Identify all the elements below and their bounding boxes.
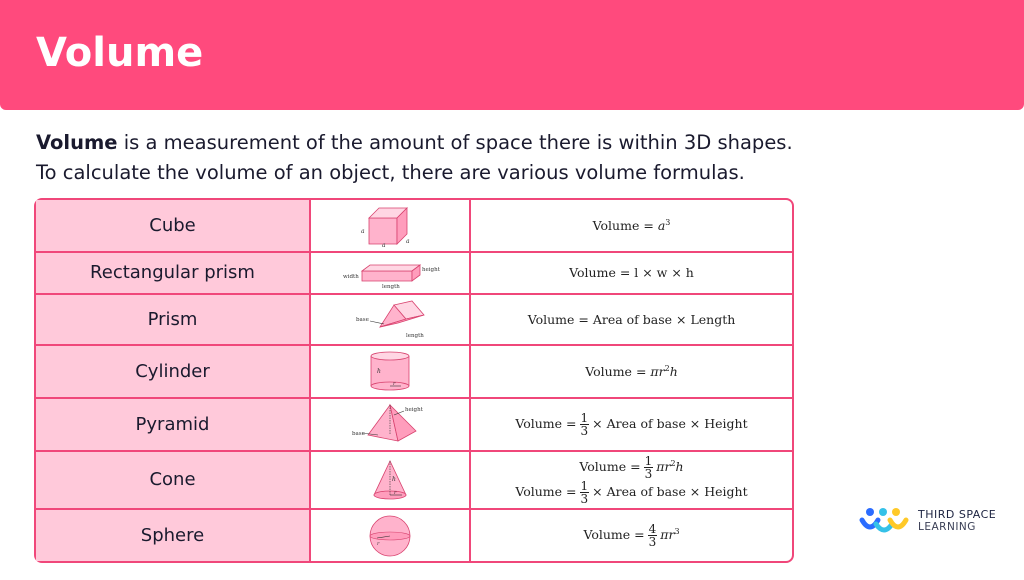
cube-label: a — [406, 238, 410, 246]
logo-line2: LEARNING — [918, 521, 976, 533]
cylinder-label: r — [393, 381, 396, 388]
logo-line1: THIRD SPACE — [918, 508, 997, 521]
shape-name: Cone — [36, 452, 311, 511]
rectangular-prism-diagram — [311, 253, 471, 295]
cylinder-formula: Volume = $\pi r^2h$ — [471, 346, 792, 399]
table-row — [36, 200, 792, 253]
cube-label: a — [361, 228, 365, 236]
prism-label: length — [382, 283, 400, 290]
cone-label: h — [392, 475, 396, 483]
cube-diagram — [311, 200, 471, 253]
prism-diagram — [311, 295, 471, 346]
cylinder-diagram — [311, 346, 471, 399]
cone-diagram — [311, 452, 471, 511]
prism-formula: Volume = Area of base × Length — [471, 295, 792, 346]
prism-label: width — [343, 273, 359, 280]
volume-formulas-table — [34, 198, 794, 563]
cube-formula: Volume = $a^3$ — [471, 200, 792, 253]
pyramid-formula: Volume = $\frac{1}{3}$ × Area of base × Height — [471, 399, 792, 452]
sphere-formula: Volume = $\frac{4}{3}$ $\pi r^3$ — [583, 522, 680, 550]
logo-mark-icon — [860, 506, 910, 536]
prism-label: height — [422, 266, 440, 273]
shape-name: Cube — [36, 200, 311, 253]
cube-label: a — [382, 242, 386, 250]
cone-formula: Volume = $\frac{1}{3}$ $\pi r^2h$ Volume = $\frac{1}{3}$ × Area of base × Height — [471, 452, 792, 511]
prism-label: length — [406, 333, 424, 340]
shape-name: Rectangular prism — [36, 253, 311, 295]
sphere-diagram — [311, 510, 471, 561]
intro-bold-term: Volume — [36, 131, 118, 154]
pyramid-diagram — [311, 399, 471, 452]
intro-line2: To calculate the volume of an object, there are various volume formulas. — [36, 161, 745, 184]
cone-label: r — [394, 489, 397, 496]
sphere-label: r — [377, 540, 380, 547]
title-banner — [0, 0, 1024, 110]
pyramid-label: base — [352, 431, 365, 438]
third-space-learning-logo — [860, 506, 996, 536]
shape-name: Sphere — [36, 510, 311, 561]
intro-line1: is a measurement of the amount of space there is within 3D shapes. — [117, 131, 793, 154]
shape-name: Cylinder — [36, 346, 311, 399]
pyramid-label: height — [405, 407, 423, 414]
table-row — [36, 295, 792, 346]
cylinder-label: h — [377, 368, 381, 376]
table-row — [36, 399, 792, 452]
prism-label: base — [356, 317, 369, 324]
intro-text — [36, 128, 916, 188]
shape-name: Prism — [36, 295, 311, 346]
table-row — [36, 253, 792, 295]
table-row — [36, 510, 792, 561]
table-row — [36, 452, 792, 511]
shape-name: Pyramid — [36, 399, 311, 452]
rectangular-prism-formula: Volume = l × w × h — [471, 253, 792, 295]
page-title: Volume — [36, 30, 204, 76]
table-row — [36, 346, 792, 399]
